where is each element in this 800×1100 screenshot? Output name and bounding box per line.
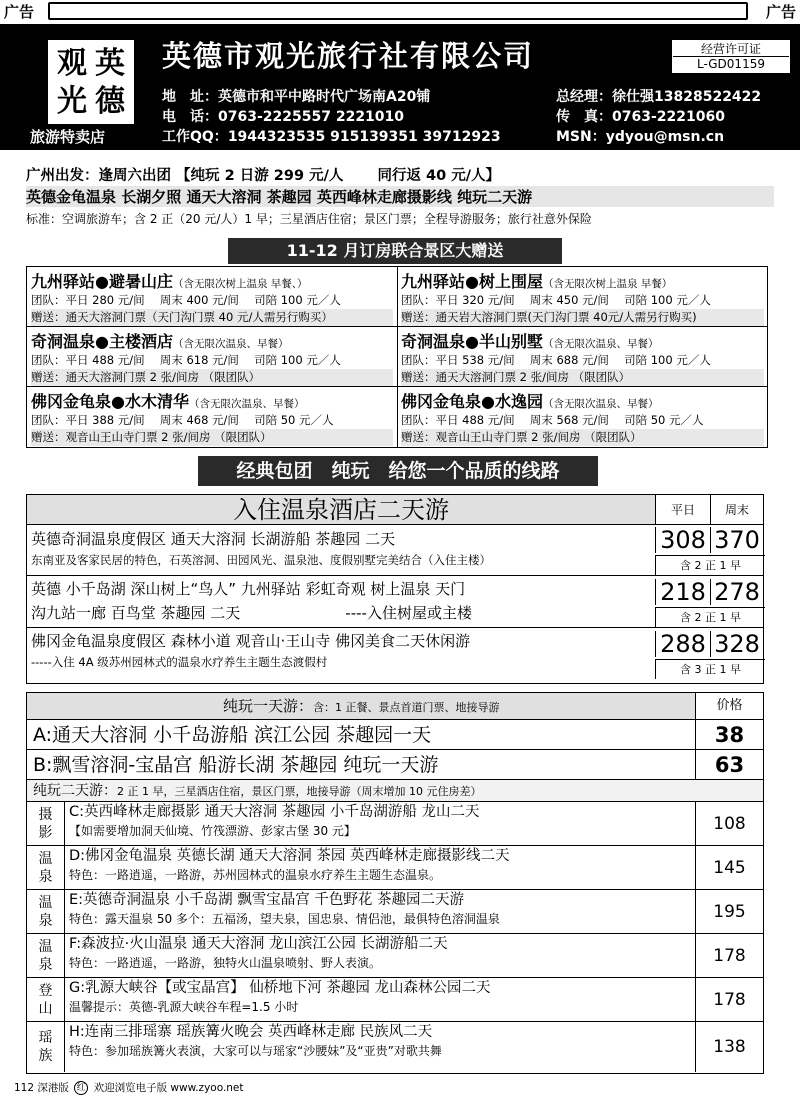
promo-banner: 11-12 月订房联合景区大赠送 (228, 238, 562, 264)
hotel-price: 团队：平日 320 元/间 周末 450 元/间 司陪 100 元／人 (401, 293, 711, 307)
two-day-row (27, 577, 655, 625)
two-day-row (27, 527, 655, 569)
hotel-price: 团队：平日 538 元/间 周末 688 元/间 司陪 100 元／人 (401, 353, 711, 367)
phone: 0763-2225557 2221010 (218, 109, 405, 125)
category-char: 泉 (38, 956, 53, 973)
route-category (27, 801, 65, 845)
msn-label: MSN： (556, 129, 606, 145)
hotel-name: 佛冈金龟泉●水木清华 (31, 392, 189, 411)
msn-row (556, 126, 724, 146)
category-char: 登 (38, 982, 53, 999)
phone-row (162, 106, 404, 126)
hotel-price: 团队：平日 280 元/间 周末 400 元/间 司陪 100 元／人 (31, 293, 341, 307)
route-detail: 特色：露天温泉 50 多个：五福汤，望夫泉，国忠泉、情侣池，最俱特色溶洞温泉 (69, 912, 500, 926)
weekday-price: 288 (655, 631, 710, 657)
route-category (27, 933, 65, 977)
hotel-card (27, 327, 398, 387)
two-day-play-title: 纯玩二天游： (33, 783, 117, 799)
edition: 深港版 (37, 1082, 69, 1094)
hotel-name: 奇洞温泉●半山别墅 (401, 332, 543, 351)
col-weekend: 周末 (710, 495, 763, 525)
hotel-card (397, 387, 768, 447)
address-label: 地 址： (162, 89, 218, 105)
logo-char: 德 (95, 84, 125, 119)
two-day-play-route (65, 1021, 695, 1072)
hotel-gift: 赠送：通天岩大溶洞门票(天门沟门票 40元/人需另行购买) (401, 309, 764, 326)
two-day-play-route (65, 889, 695, 933)
group-tour-departure: 广州出发：逢周六出团 【纯玩 2 日游 299 元/人 同行返 40 元/人】 (26, 168, 501, 184)
footer-text: 欢迎浏览电子版 www.zyoo.net (93, 1082, 244, 1094)
hotel-note: （含无限次温泉、早餐） (172, 338, 289, 350)
category-char: 温 (38, 938, 53, 955)
hotel-gift: 赠送：通天大溶洞门票 2 张/间房 （限团队） (31, 369, 393, 386)
two-day-title: 入住温泉酒店二天游 (27, 495, 655, 525)
hotel-note: （含无限次温泉、早餐） (542, 338, 659, 350)
agency-logo (48, 40, 134, 124)
route-price: 178 (695, 977, 763, 1021)
one-day-route: B:飘雪溶洞-宝晶宫 船游长湖 茶趣园 纯玩一天游 (27, 749, 695, 779)
logo-caption: 旅游特卖店 (30, 128, 106, 146)
route-line: 英德 小千岛湖 深山树上“鸟人” 九州驿站 彩虹奇观 树上温泉 天门 (31, 580, 466, 598)
route-line: H:连南三排瑶寨 瑶族篝火晚会 英西峰林走廊 民族风二天 (69, 1024, 433, 1040)
hotel-name: 九州驿站●避暑山庄 (31, 272, 173, 291)
row-divider (27, 627, 763, 628)
footer-logo-icon: 红 (74, 1081, 88, 1095)
hotel-offers (26, 266, 768, 448)
one-day-title: 纯玩一天游： (223, 697, 314, 715)
qq-row (162, 126, 501, 146)
hotel-gift: 赠送：观音山王山寺门票 2 张/间房 （限团队） (401, 429, 764, 446)
route-detail: 【如需要增加洞天仙境、竹筏漂游、彭家古堡 30 元】 (69, 824, 356, 838)
category-char: 温 (38, 850, 53, 867)
logo-char: 观 (57, 46, 87, 81)
one-day-note: 含：1 正餐、景点首道门票、地接导游 (313, 701, 500, 714)
category-char: 泉 (38, 912, 53, 929)
group-tour-standard: 标准：空调旅游车；含 2 正（20 元/人）1 早；三星酒店住宿；景区门票；全程导游服务；旅行社意外保险 (26, 212, 592, 226)
category-char: 族 (38, 1048, 53, 1064)
route-line: 英德奇洞温泉度假区 通天大溶洞 长湖游船 茶趣园 二天 (31, 530, 396, 548)
route-detail: 特色：一路逍遥，一路游，苏州园林式的温泉水疗养生主题生态温泉。 (69, 868, 442, 882)
route-price: 195 (695, 889, 763, 933)
logo-char: 英 (95, 46, 125, 81)
weekday-price: 218 (655, 579, 710, 605)
manager: 徐仕强13828522422 (612, 89, 762, 105)
weekend-price: 278 (710, 579, 763, 605)
route-category (27, 889, 65, 933)
col-weekday: 平日 (655, 495, 710, 525)
route-price: 145 (695, 845, 763, 889)
msn: ydyou@msn.cn (605, 129, 725, 145)
route-line: D:佛冈金龟温泉 英德长湖 通天大溶洞 茶园 英西峰林走廊摄影线二天 (69, 848, 510, 864)
two-day-play-route (65, 845, 695, 889)
two-day-play-note: 2 正 1 早，三星酒店住宿，景区门票，地接导游（周末增加 10 元住房差） (117, 785, 482, 798)
category-char: 影 (38, 824, 53, 841)
classic-banner: 经典包团 纯玩 给您一个品质的线路 (198, 456, 598, 486)
route-category (27, 845, 65, 889)
top-rule (48, 2, 748, 20)
hotel-card (27, 267, 398, 327)
route-detail: 温馨提示：英德-乳源大峡谷车程=1.5 小时 (69, 1000, 299, 1014)
route-detail: 东南亚及客家民居的特色，石英溶洞、田园风光、温泉池、度假别墅完美结合（入住主楼） (31, 553, 491, 567)
one-day-price: 38 (695, 719, 763, 749)
route-price: 138 (695, 1021, 763, 1072)
price-header: 价格 (695, 693, 763, 719)
address: 英德市和平中路时代广场南A20铺 (218, 89, 431, 105)
route-detail: 特色：一路逍遥，一路游，独特火山温泉喷射、野人表演。 (69, 956, 382, 970)
license-number: L-GD01159 (697, 57, 765, 71)
hotel-note: （含无限次温泉、早餐） (188, 398, 305, 410)
category-char: 摄 (38, 806, 53, 823)
one-day-price: 63 (695, 749, 763, 779)
fax-row (556, 106, 725, 126)
one-day-header (27, 693, 695, 719)
meals-note: 含 2 正 1 早 (655, 607, 765, 627)
manager-label: 总经理： (556, 89, 612, 105)
weekend-price: 370 (710, 527, 763, 553)
agency-header (0, 24, 800, 150)
route-line: F:森波拉·火山温泉 通天大溶洞 龙山滨江公园 长湖游船二天 (69, 936, 448, 952)
route-category (27, 1021, 65, 1072)
route-detail: -----入住 4A 级苏州园林式的温泉水疗养生主题生态渡假村 (31, 655, 328, 669)
category-char: 泉 (38, 868, 53, 885)
hotel-name: 佛冈金龟泉●水逸园 (401, 392, 543, 411)
two-day-play-header (27, 779, 763, 801)
hotel-gift: 赠送：通天大溶洞门票（天门沟门票 40 元/人需另行购买） (31, 309, 393, 326)
hotspring-two-day-table (26, 494, 764, 684)
hotel-card (27, 387, 398, 447)
route-detail: 特色：参加瑶族篝火表演，大家可以与瑶家“沙腰妹”及“亚贵”对歌共舞 (69, 1044, 442, 1058)
route-price: 108 (695, 801, 763, 845)
hotel-price: 团队：平日 488 元/间 周末 618 元/间 司陪 100 元／人 (31, 353, 341, 367)
route-line: C:英西峰林走廊摄影 通天大溶洞 茶趣园 小千岛湖游船 龙山二天 (69, 804, 480, 820)
route-line: E:英德奇洞温泉 小千岛湖 飘雪宝晶宫 千色野花 茶趣园二天游 (69, 892, 464, 908)
group-tour-route: 英德金龟温泉 长湖夕照 通天大溶洞 茶趣园 英西峰林走廊摄影线 纯玩二天游 (26, 186, 774, 207)
hotel-note: （含无限次温泉、早餐） (542, 398, 659, 410)
license-label: 经营许可证 (673, 42, 789, 57)
page-number: 112 (14, 1082, 35, 1094)
fax: 0763-2221060 (612, 109, 725, 125)
route-category (27, 977, 65, 1021)
hotel-gift: 赠送：通天大溶洞门票 2 张/间房 （限团队） (401, 369, 764, 386)
meals-note: 含 3 正 1 早 (655, 659, 765, 679)
hotel-card (397, 327, 768, 387)
one-day-route: A:通天大溶洞 小千岛游船 滨江公园 茶趣园一天 (27, 719, 695, 749)
meals-note: 含 2 正 1 早 (655, 555, 765, 575)
two-day-play-route (65, 801, 695, 845)
weekday-price: 308 (655, 527, 710, 553)
hotel-note: （含无限次树上温泉 早餐） (542, 278, 673, 290)
weekend-price: 328 (710, 631, 763, 657)
category-char: 山 (38, 1000, 53, 1017)
hotel-price: 团队：平日 488 元/间 周末 568 元/间 司陪 50 元／人 (401, 413, 704, 427)
two-day-row (27, 629, 655, 671)
qq-label: 工作QQ： (162, 129, 228, 145)
ad-label-right: 广告 (765, 3, 796, 21)
hotel-gift: 赠送：观音山王山寺门票 2 张/间房 （限团队） (31, 429, 393, 446)
pure-play-table (26, 692, 764, 1074)
manager-row (556, 86, 761, 106)
hotel-card (397, 267, 768, 327)
license-badge (672, 40, 790, 73)
hotel-note: （含无限次树上温泉 早餐、） (172, 278, 308, 290)
route-line: G:乳源大峡谷【或宝晶宫】 仙桥地下河 茶趣园 龙山森林公园二天 (69, 980, 491, 996)
route-detail: 沟九站一廊 百鸟堂 茶趣园 二天 ----入住树屋或主楼 (31, 604, 472, 622)
ad-label-left: 广告 (4, 3, 35, 21)
category-char: 瑶 (38, 1030, 53, 1046)
page-footer (14, 1080, 244, 1095)
two-day-play-route (65, 933, 695, 977)
category-char: 温 (38, 894, 53, 911)
phone-label: 电 话： (162, 109, 218, 125)
route-price: 178 (695, 933, 763, 977)
company-name: 英德市观光旅行社有限公司 (162, 39, 535, 73)
address-row (162, 86, 430, 106)
two-day-play-route (65, 977, 695, 1021)
route-line: 佛冈金龟温泉度假区 森林小道 观音山·王山寺 佛冈美食二天休闲游 (31, 632, 471, 650)
row-divider (27, 575, 763, 576)
qq-numbers: 1944323535 915139351 39712923 (227, 129, 501, 145)
fax-label: 传 真： (556, 109, 612, 125)
hotel-name: 九州驿站●树上围屋 (401, 272, 543, 291)
logo-char: 光 (57, 84, 87, 119)
hotel-name: 奇洞温泉●主楼酒店 (31, 332, 173, 351)
hotel-price: 团队：平日 388 元/间 周末 468 元/间 司陪 50 元／人 (31, 413, 334, 427)
